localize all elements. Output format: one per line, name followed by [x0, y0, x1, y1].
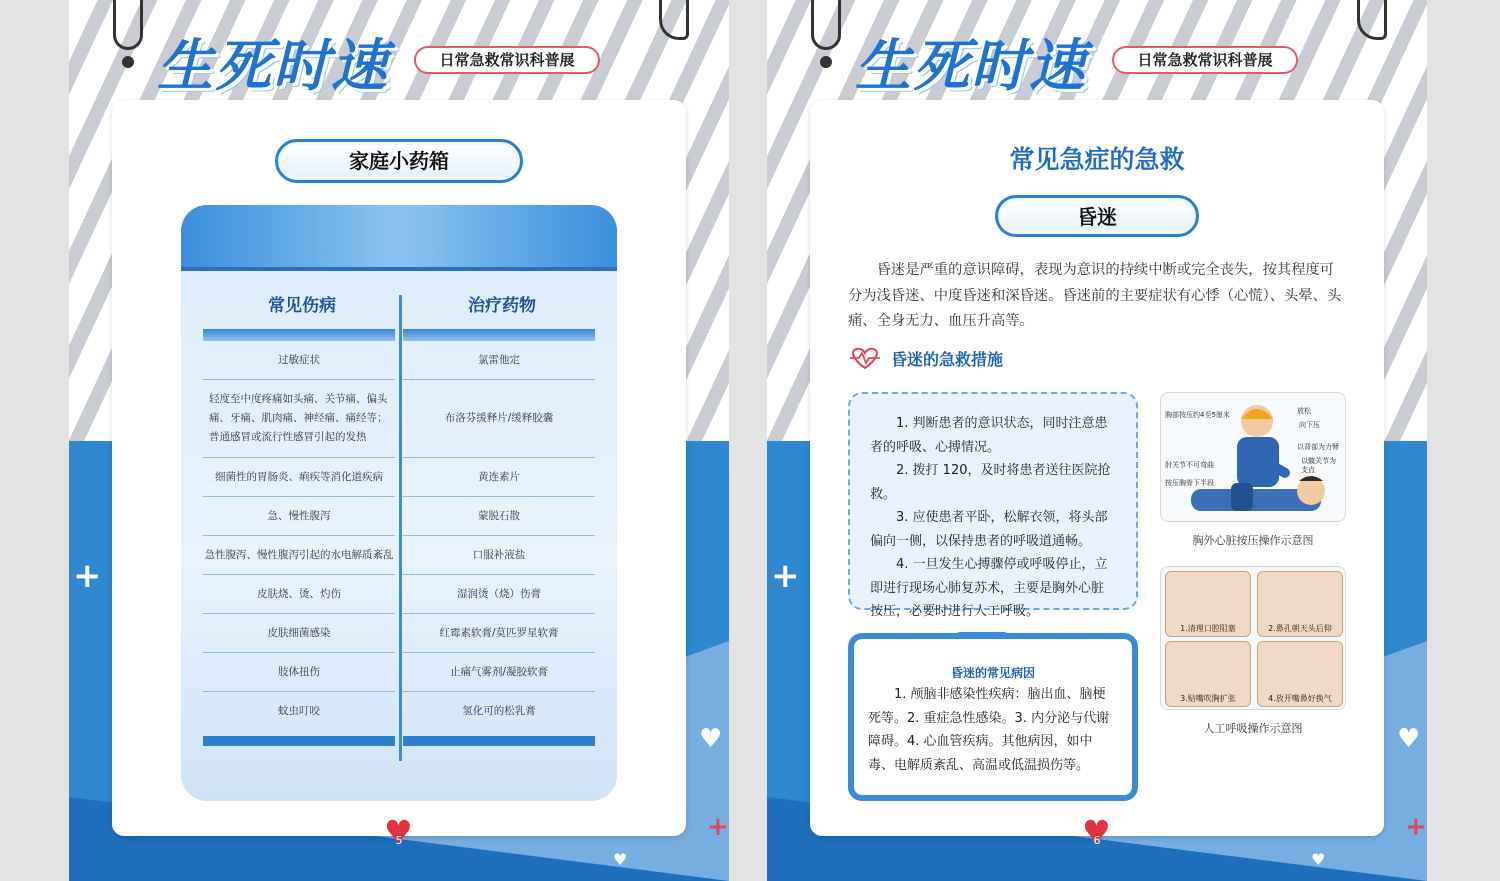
illness-cell: 肢体扭伤: [203, 653, 395, 692]
drug-column-header: 治疗药物: [468, 296, 536, 316]
intro-paragraph: 昏迷是严重的意识障碍，表现为意识的持续中断或完全丧失，按其程度可分为浅昏迷、中度昏迷和深昏迷。昏迷前的主要症状有心悸（心慌）、头晕、头痛、全身无力、血压升高等。: [848, 262, 1342, 329]
cpr-label-depth: 胸部按压约4至5厘米: [1165, 411, 1230, 419]
cpr-label-elbow: 肘关节不可弯曲: [1165, 461, 1214, 469]
cpr-label-down: 向下压: [1299, 421, 1320, 429]
medicine-table: [181, 205, 617, 801]
drug-cell: 口服补液盐: [403, 536, 595, 575]
table-banner: [181, 205, 617, 271]
illness-column-header: 常见伤病: [268, 296, 336, 316]
measures-heading: 昏迷的急救措施: [891, 350, 1004, 369]
cpr-illustration: [1160, 392, 1346, 522]
causes-text: 1. 颅脑非感染性疾病：脑出血、脑梗死等。2. 重症急性感染。3. 内分泌与代谢障碍。4. 心血管疾病。其他病因，如中毒、电解质紊乱、高温或低温损伤等。: [868, 687, 1110, 773]
section-tag-label: 家庭小药箱: [349, 149, 449, 173]
illness-cell: 皮肤烧、烫、灼伤: [203, 575, 395, 614]
stethoscope-icon: [1357, 0, 1387, 40]
cpr-label-back: 以背部为力臂: [1297, 443, 1339, 451]
causes-box: [848, 633, 1138, 801]
drug-cell: 湿润烫（烧）伤膏: [403, 575, 595, 614]
breathing-step-label: 1.清理口腔阻塞: [1180, 624, 1236, 633]
heart-icon: ♥: [699, 724, 723, 754]
cpr-label-release: 放松: [1297, 407, 1311, 415]
red-plus-icon: +: [707, 812, 729, 842]
section-tag: [275, 139, 523, 183]
section-tag-label: 昏迷: [1077, 205, 1117, 229]
illness-cell: 轻度至中度疼痛如头痛、关节痛、偏头痛、牙痛、肌肉痛、神经痛、痛经等；普通感冒或流行性感冒引起的发热: [203, 380, 395, 458]
illness-cell: 急、慢性腹泻: [203, 497, 395, 536]
step-item: 1. 判断患者的意识状态，同时注意患者的呼吸、心搏情况。: [870, 416, 1108, 455]
first-aid-steps: [848, 392, 1138, 619]
drug-cell: 布洛芬缓释片/缓释胶囊: [403, 380, 595, 458]
page-number: ♥ 5: [386, 830, 412, 854]
step-item: 3. 应使患者平卧，松解衣领，将头部偏向一侧，以保持患者的呼吸道通畅。: [870, 510, 1108, 549]
breathing-illustration: [1160, 566, 1346, 710]
header-title: 生死时速: [157, 34, 389, 99]
section-tag: [995, 195, 1199, 237]
header-bar: [403, 329, 595, 341]
causes-heading: 昏迷的常见病因: [950, 666, 1035, 680]
drug-cell: 黄连素片: [403, 458, 595, 497]
illness-cell: 过敏症状: [203, 341, 395, 380]
stethoscope-icon: [659, 0, 689, 40]
left-page: [69, 0, 729, 881]
plus-icon: +: [771, 556, 800, 596]
footer-bar: [203, 736, 395, 746]
step-item: 2. 拨打 120，及时将患者送往医院抢救。: [870, 463, 1111, 502]
breathing-step-label: 2.鼻孔朝天头后仰: [1268, 624, 1332, 633]
header-subtitle: 日常急救常识科普展: [414, 46, 600, 74]
right-page: [767, 0, 1427, 881]
illness-cell: 急性腹泻、慢性腹泻引起的水电解质紊乱: [203, 536, 395, 575]
cpr-label-lower: 按压胸骨下半段: [1165, 479, 1214, 487]
heart-icon: ♥: [1311, 850, 1326, 869]
stethoscope-dot: [122, 56, 134, 68]
stethoscope-icon: [113, 0, 143, 50]
illness-cell: 细菌性的胃肠炎、痢疾等消化道疾病: [203, 458, 395, 497]
page-number: ♥ 6: [1084, 830, 1110, 854]
heart-icon: ♥: [613, 850, 628, 869]
header-title: 生死时速: [855, 34, 1087, 99]
drug-cell: 止痛气雾剂/凝胶软膏: [403, 653, 595, 692]
footer-bar: [403, 736, 595, 746]
red-plus-icon: +: [1405, 812, 1427, 842]
breathing-step-image: [1165, 571, 1251, 637]
plus-icon: +: [73, 556, 102, 596]
header-bar: [203, 329, 395, 341]
stethoscope-icon: [811, 0, 841, 50]
column-divider: [399, 295, 402, 761]
content-card: [810, 100, 1384, 836]
cpr-caption: 胸外心脏按压操作示意图: [1192, 534, 1314, 547]
page-title: 常见急症的急救: [1009, 145, 1185, 174]
stethoscope-dot: [820, 56, 832, 68]
step-item: 4. 一旦发生心搏骤停或呼吸停止，立即进行现场心肺复苏术，主要是胸外心脏按压，必要时进行人工呼吸。: [870, 557, 1108, 619]
breathing-step-image: [1257, 641, 1343, 707]
cpr-label-hip: 以髋关节为支点: [1301, 457, 1336, 474]
heart-icon: ♥: [1397, 724, 1421, 754]
drug-cell: 蒙脱石散: [403, 497, 595, 536]
illness-cell: 蚊虫叮咬: [278, 705, 320, 717]
breathing-step-label: 4.放开嘴鼻好换气: [1268, 694, 1332, 703]
illness-cell: 皮肤细菌感染: [203, 614, 395, 653]
breathing-caption: 人工呼吸操作示意图: [1203, 722, 1303, 735]
drug-cell: 红霉素软膏/莫匹罗星软膏: [403, 614, 595, 653]
breathing-step-label: 3.贴嘴吹胸扩张: [1180, 694, 1236, 703]
drug-cell: 氯雷他定: [403, 341, 595, 380]
heartbeat-icon: [848, 346, 882, 370]
breathing-step-image: [1165, 641, 1251, 707]
header-subtitle: 日常急救常识科普展: [1112, 46, 1298, 74]
drug-cell: 氢化可的松乳膏: [462, 705, 536, 717]
breathing-step-image: [1257, 571, 1343, 637]
